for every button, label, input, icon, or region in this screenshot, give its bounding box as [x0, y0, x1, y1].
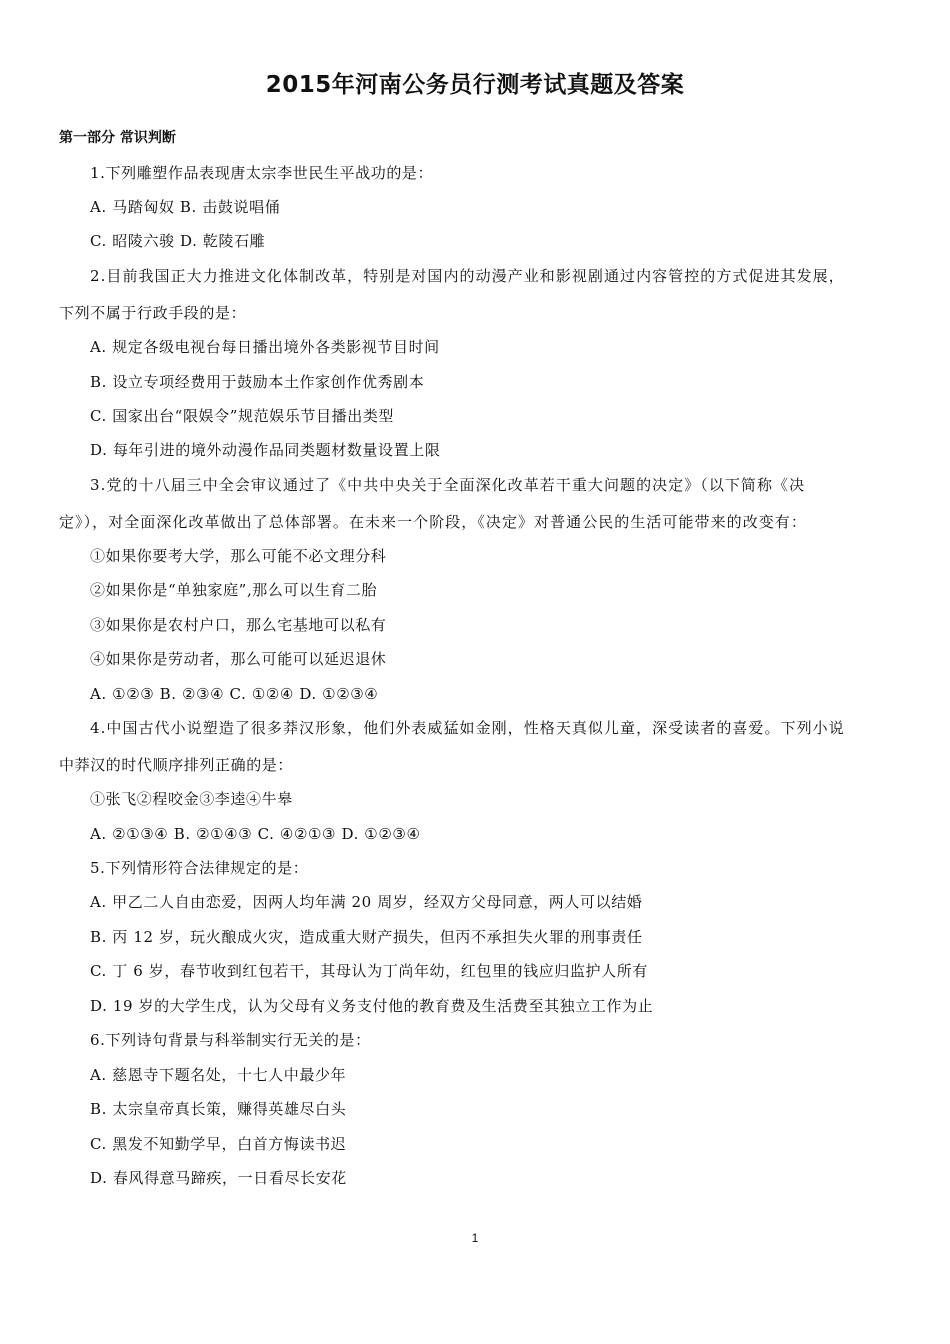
question-1-stem: 1.下列雕塑作品表现唐太宗李世民生平战功的是： [90, 164, 434, 182]
question-5-option-b: B. 丙 12 岁，玩火酿成火灾，造成重大财产损失，但丙不承担失火罪的刑事责任 [90, 928, 643, 946]
page-title: 2015年河南公务员行测考试真题及答案 [265, 72, 685, 98]
question-2-stem: 2.目前我国正大力推进文化体制改革，特别是对国内的动漫产业和影视剧通过内容管控的方式促进其发展， [90, 267, 845, 285]
question-2-option-b: B. 设立专项经费用于鼓励本土作家创作优秀剧本 [90, 373, 425, 391]
question-2-option-a: A. 规定各级电视台每日播出境外各类影视节目时间 [90, 338, 440, 356]
question-4-characters: ①张飞②程咬金③李逵④牛皋 [90, 790, 293, 808]
question-6-option-d: D. 春风得意马蹄疾，一日看尽长安花 [90, 1169, 347, 1187]
question-5-option-d: D. 19 岁的大学生戊，认为父母有义务支付他的教育费及生活费至其独立工作为止 [90, 997, 654, 1015]
question-3-statement-3: ③如果你是农村户口，那么宅基地可以私有 [90, 616, 387, 634]
question-3-statement-2: ②如果你是“单独家庭”,那么可以生育二胎 [90, 581, 378, 599]
question-4-stem-continued: 中莽汉的时代顺序排列正确的是： [59, 756, 294, 774]
question-3-statement-1: ①如果你要考大学，那么可能不必文理分科 [90, 547, 387, 565]
question-6-option-b: B. 太宗皇帝真长策，赚得英雄尽白头 [90, 1100, 347, 1118]
page-number: 1 [471, 1231, 479, 1245]
question-3-options: A. ①②③ B. ②③④ C. ①②④ D. ①②③④ [90, 685, 379, 703]
question-3-stem: 3.党的十八届三中全会审议通过了《中共中央关于全面深化改革若干重大问题的决定》（以下简称《决 [90, 476, 806, 494]
question-4-stem: 4.中国古代小说塑造了很多莽汉形象，他们外表威猛如金刚，性格天真似儿童，深受读者的喜爱。下列小说 [90, 719, 845, 737]
question-1-options-ab: A. 马踏匈奴 B. 击鼓说唱俑 [90, 198, 281, 216]
question-3-stem-continued: 定》），对全面深化改革做出了总体部署。在未来一个阶段，《决定》对普通公民的生活可能带来的改变有： [59, 513, 807, 531]
question-5-option-c: C. 丁 6 岁，春节收到红包若干，其母认为丁尚年幼，红包里的钱应归监护人所有 [90, 962, 648, 980]
section-heading: 第一部分 常识判断 [59, 130, 176, 146]
question-2-option-c: C. 国家出台“限娱令”规范娱乐节目播出类型 [90, 407, 395, 425]
question-6-option-a: A. 慈恩寺下题名处，十七人中最少年 [90, 1066, 347, 1084]
question-3-statement-4: ④如果你是劳动者，那么可能可以延迟退休 [90, 650, 387, 668]
question-1-options-cd: C. 昭陵六骏 D. 乾陵石雕 [90, 232, 266, 250]
question-5-option-a: A. 甲乙二人自由恋爱，因两人均年满 20 周岁，经双方父母同意，两人可以结婚 [90, 893, 643, 911]
question-6-option-c: C. 黑发不知勤学早，白首方悔读书迟 [90, 1135, 347, 1153]
question-2-stem-continued: 下列不属于行政手段的是： [59, 304, 247, 322]
question-5-stem: 5.下列情形符合法律规定的是： [90, 859, 309, 877]
question-6-stem: 6.下列诗句背景与科举制实行无关的是： [90, 1031, 371, 1049]
question-2-option-d: D. 每年引进的境外动漫作品同类题材数量设置上限 [90, 441, 441, 459]
question-4-options: A. ②①③④ B. ②①④③ C. ④②①③ D. ①②③④ [90, 825, 421, 843]
